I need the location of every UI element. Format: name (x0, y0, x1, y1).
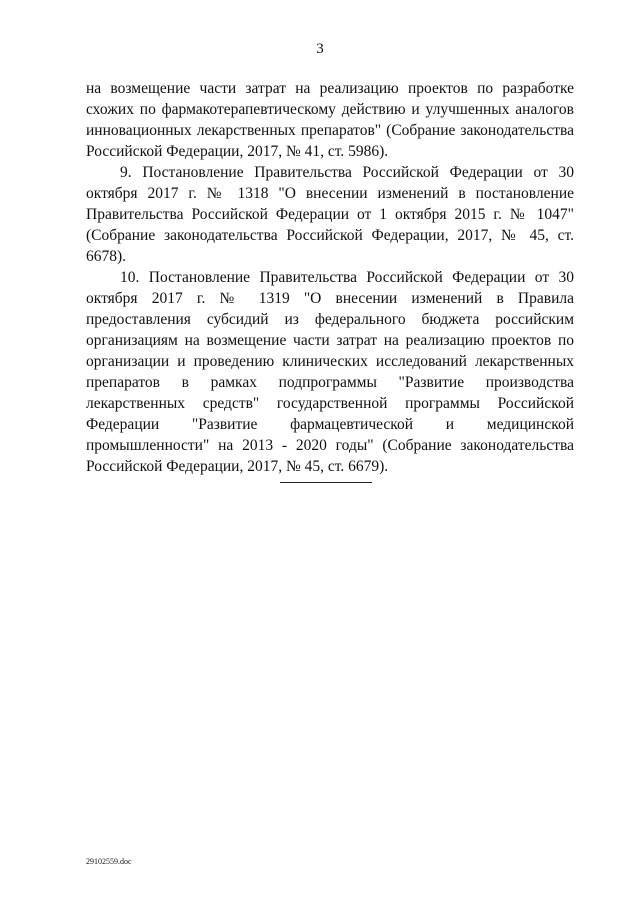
page-number: 3 (316, 41, 324, 57)
document-body (86, 78, 574, 477)
paragraph-continuation: на возмещение части затрат на реализацию проектов по разработке схожих по фармакотерапевтическому действию и улучшенных аналогов инновационных лекарственных препаратов" (Собрание законодательства Российской Федерации, 2017, № 41, ст. 5986). (86, 80, 574, 160)
paragraph-item-10: 10. Постановление Правительства Российской Федерации от 30 октября 2017 г. № 1319 "О внесении изменений в Правила предоставления субсидий из федерального бюджета российским организациям на возмещение части затрат на реализацию проектов по организации и проведению клинических исследований лекарственных препаратов в рамках подпрограммы "Развитие производства лекарственных средств" государственной программы Российской Федерации "Развитие фармацевтической и медицинской промышленности" на 2013 - 2020 годы" (Собрание законодательства Российской Федерации, 2017, № 45, ст. 6679). (86, 269, 574, 475)
paragraph-item-9: 9. Постановление Правительства Российской Федерации от 30 октября 2017 г. № 1318 "О внесении изменений в постановление Правительства Российской Федерации от 1 октября 2015 г. № 1047" (Собрание законодательства Российской Федерации, 2017, № 45, ст. 6678). (86, 164, 574, 265)
end-divider-line (280, 482, 372, 483)
document-file-id: 29102559.doc (86, 857, 132, 866)
